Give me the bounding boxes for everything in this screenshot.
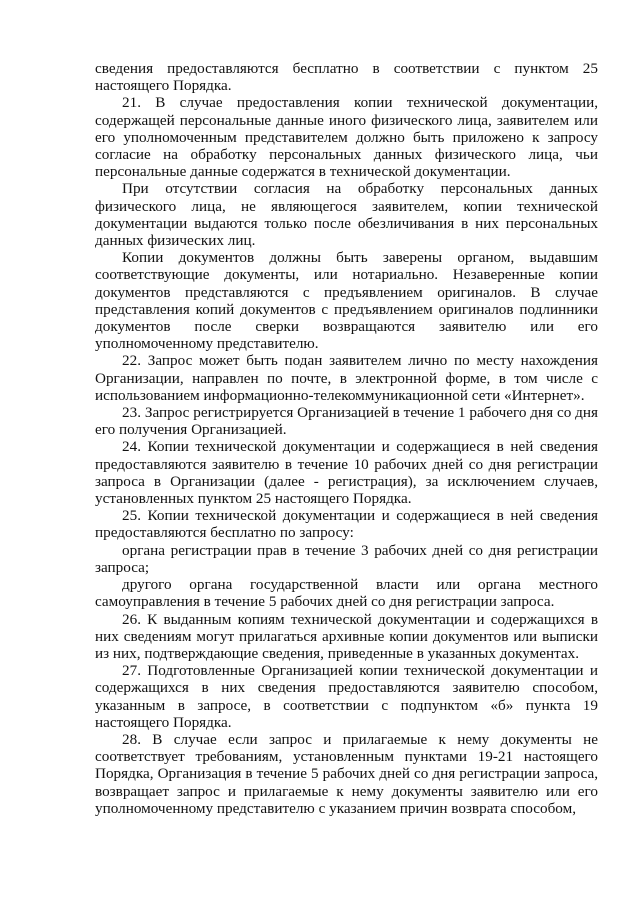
paragraph-25: 25. Копии технической документации и содержащиеся в ней сведения предоставляются бесплатно по запросу:	[95, 507, 598, 542]
paragraph-21: 21. В случае предоставления копии технической документации, содержащей персональные данные иного физического лица, заявителем или его уполномоченным представителем должно быть приложено к запросу согласие на обработку персональных данных физического лица, чьи персональные данные содержатся в технической документации.	[95, 94, 598, 181]
paragraph-28: 28. В случае если запрос и прилагаемые к нему документы не соответствует требованиям, установленным пунктами 19-21 настоящего Порядка, Организация в течение 5 рабочих дней со дня регистрации запроса, возвращает запрос и прилагаемые к нему документы заявителю или его уполномоченному представителю с указанием причин возврата способом,	[95, 730, 598, 817]
document-page	[95, 60, 598, 817]
paragraph-22: 22. Запрос может быть подан заявителем лично по месту нахождения Организации, направлен по почте, в электронной форме, в том числе с использованием информационно-телекоммуникационной сети «Интернет».	[95, 352, 598, 404]
paragraph-23: 23. Запрос регистрируется Организацией в течение 1 рабочего дня со дня его получения Организацией.	[95, 404, 598, 439]
paragraph-27: 27. Подготовленные Организацией копии технической документации и содержащихся в них сведения предоставляются заявителю способом, указанным в запросе, в соответствии с подпунктом «б» пункта 19 настоящего Порядка.	[95, 662, 598, 731]
paragraph-25-item-2: другого органа государственной власти или органа местного самоуправления в течение 5 рабочих дней со дня регистрации запроса.	[95, 576, 598, 611]
paragraph-25-item-1: органа регистрации прав в течение 3 рабочих дней со дня регистрации запроса;	[95, 541, 598, 576]
paragraph-21-copies: Копии документов должны быть заверены органом, выдавшим соответствующие документы, или нотариально. Незаверенные копии документов представляются с предъявлением оригиналов. В случае представления копий документов с предъявлением оригиналов подлинники документов после сверки возвращаются заявителю или его уполномоченному представителю.	[95, 249, 598, 353]
paragraph-21-consent: При отсутствии согласия на обработку персональных данных физического лица, не являющегося заявителем, копии технической документации выдаются только после обезличивания в них персональных данных физических лиц.	[95, 180, 598, 250]
paragraph-continuation: сведения предоставляются бесплатно в соответствии с пунктом 25 настоящего Порядка.	[95, 60, 598, 95]
paragraph-24: 24. Копии технической документации и содержащиеся в ней сведения предоставляются заявителю в течение 10 рабочих дней со дня регистрации запроса в Организации (далее - регистрация), за исключением случаев, установленных пунктом 25 настоящего Порядка.	[95, 438, 598, 508]
paragraph-26: 26. К выданным копиям технической документации и содержащихся в них сведениям могут прилагаться архивные копии документов или выписки из них, подтверждающие сведения, приведенные в указанных документах.	[95, 610, 598, 662]
